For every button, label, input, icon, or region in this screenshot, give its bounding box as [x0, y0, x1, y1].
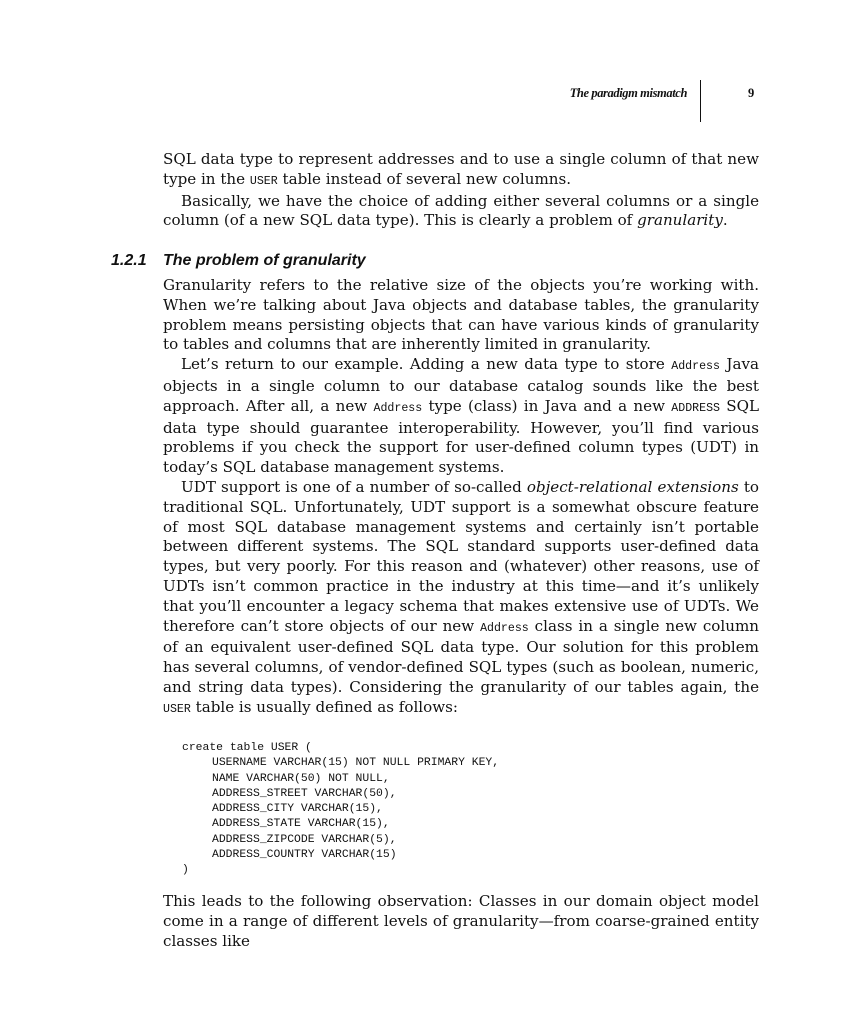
section-number: 1.2.1 [111, 252, 147, 269]
intro-paragraph-2: Basically, we have the choice of adding either several columns or a single column (of a new SQL data type). This is clearly a problem of granularity. [163, 191, 759, 230]
inline-code-address: Address [373, 401, 423, 415]
body-paragraph-3: UDT support is one of a number of so-called object-relational extensions to traditional SQL. Unfortunately, UDT support is a somewhat obscure feature of most SQL database management systems and certainly isn’t portable between different systems. The SQL standard supports user-defined data types, but very poorly. For this reason and (whatever) other reasons, use of UDTs isn’t common practice in the industry at this time—and it’s unlikely that you’ll encounter a legacy schema that makes extensive use of UDTs. We therefore can’t store objects of our new Address class in a single new column of an equivalent user-defined SQL data type. Our solution for this problem has several columns, of vendor-defined SQL types (such as boolean, numeric, and string data types). Considering the granularity of our tables again, the USER table is usually defined as follows: [163, 477, 760, 716]
running-header [0, 80, 849, 124]
inline-code-address: Address [480, 621, 529, 635]
code-line: ADDRESS_ZIPCODE VARCHAR(5), [212, 833, 397, 846]
body-paragraph-1: Granularity refers to the relative size of the objects you’re working with. When we’re talking about Java objects and database tables, the granularity problem means persisting objects that can have various kinds of granularity to tables and columns that are inherently limited in granularity. [163, 276, 759, 354]
code-line: NAME VARCHAR(50) NOT NULL, [212, 772, 390, 785]
code-line: ADDRESS_CITY VARCHAR(15), [212, 803, 383, 815]
code-line: USERNAME VARCHAR(15) NOT NULL PRIMARY KEY, [212, 757, 500, 770]
code-listing [182, 741, 499, 878]
section-body [163, 276, 759, 720]
closing-paragraph: This leads to the following observation: Classes in our domain object model come in a range of different levels of granularity—from coarse-grained entity classes like [163, 892, 759, 950]
running-title: The paradigm mismatch [569, 86, 687, 100]
header-rule [700, 80, 701, 122]
code-line: ADDRESS_STREET VARCHAR(50), [212, 787, 397, 800]
emphasis-granularity: granularity [637, 211, 723, 230]
closing-text [163, 892, 759, 951]
code-line: create table USER ( [182, 742, 312, 754]
emphasis-object-relational: object-relational extensions [526, 477, 739, 496]
code-line: ADDRESS_COUNTRY VARCHAR(15) [212, 848, 397, 861]
intro-text [163, 150, 759, 231]
section-title: The problem of granularity [163, 252, 366, 269]
page-number: 9 [748, 86, 755, 100]
section-heading [0, 252, 849, 274]
code-line: ) [182, 864, 189, 876]
intro-paragraph-1: SQL data type to represent addresses and to use a single column of that new type in the USER table instead of several new columns. [163, 150, 759, 188]
inline-code-user: USER [249, 174, 278, 188]
body-paragraph-2: Let’s return to our example. Adding a new data type to store Address Java objects in a single column to our database catalog sounds like the best approach. After all, a new Address type (class) in Java and a new ADDRESS SQL data type should guarantee interoperability. However, you’ll find various problems if you check the support for user-defined column types (UDT) in today’s SQL database management systems. [163, 355, 760, 477]
code-line: ADDRESS_STATE VARCHAR(15), [212, 818, 390, 831]
inline-code-address-type: ADDRESS [671, 401, 720, 415]
inline-code-address: Address [671, 360, 720, 374]
inline-code-user: USER [163, 702, 191, 716]
